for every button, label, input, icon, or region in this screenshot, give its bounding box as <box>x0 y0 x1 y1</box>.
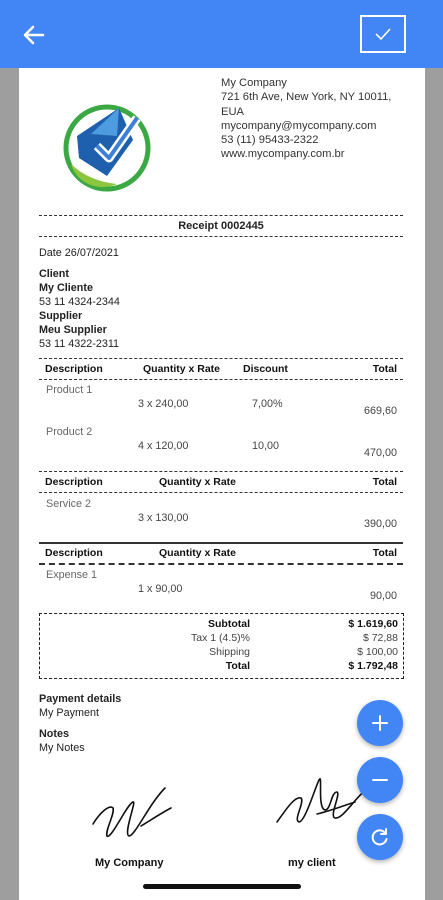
service-qty-rate: 3 x 130,00 <box>138 512 189 524</box>
client-signature-label: my client <box>288 857 336 869</box>
client-phone: 53 11 4324-2344 <box>39 296 120 308</box>
supplier-name: Meu Supplier <box>39 324 107 336</box>
total-value: $ 1.792,48 <box>348 660 398 672</box>
app-bar <box>0 0 443 68</box>
col-qty-rate: Quantity x Rate <box>143 363 221 375</box>
col-total: Total <box>372 363 397 375</box>
divider <box>39 215 403 216</box>
col-description: Description <box>45 547 103 559</box>
col-discount: Discount <box>243 363 288 375</box>
payment-details <box>39 692 121 720</box>
payment-value: My Payment <box>39 707 99 719</box>
confirm-button[interactable] <box>360 15 406 53</box>
notes-label: Notes <box>39 728 69 740</box>
divider <box>39 236 403 237</box>
expenses-header <box>39 547 403 559</box>
shipping-value: $ 100,00 <box>357 646 398 658</box>
company-address-line2: EUA <box>221 105 245 118</box>
col-total: Total <box>372 547 397 559</box>
total-label: Total <box>225 660 250 672</box>
col-qty-rate: Quantity x Rate <box>159 547 237 559</box>
home-indicator[interactable] <box>143 884 301 889</box>
tax-label: Tax 1 (4.5)% <box>191 632 250 644</box>
company-address-line1: 721 6th Ave, New York, NY 10011, <box>221 91 392 104</box>
party-info <box>39 267 120 351</box>
service-name: Service 2 <box>46 498 92 510</box>
notes-value: My Notes <box>39 742 85 754</box>
receipt-date: Date 26/07/2021 <box>39 247 119 259</box>
company-website: www.mycompany.com.br <box>221 148 345 161</box>
product-qty-rate: 4 x 120,00 <box>138 440 189 452</box>
service-total: 390,00 <box>363 518 397 530</box>
product-discount: 7,00% <box>252 398 283 410</box>
company-phone: 53 (11) 95433-2322 <box>221 134 319 147</box>
divider <box>39 358 403 359</box>
arrow-back-icon <box>23 25 45 45</box>
check-icon <box>374 27 392 41</box>
company-email: mycompany@mycompany.com <box>221 119 377 132</box>
payment-label: Payment details <box>39 693 122 705</box>
back-button[interactable] <box>14 17 54 53</box>
product-total: 470,00 <box>363 447 397 459</box>
supplier-phone: 53 11 4322-2311 <box>39 338 120 350</box>
product-discount: 10,00 <box>252 440 280 452</box>
receipt-title: Receipt 0002445 <box>178 220 264 232</box>
minus-icon <box>371 771 389 789</box>
zoom-in-button[interactable] <box>357 700 403 746</box>
expense-total: 90,00 <box>369 590 397 602</box>
company-signature-label: My Company <box>95 857 164 869</box>
subtotal-value: $ 1.619,60 <box>348 618 398 630</box>
company-logo <box>57 96 157 194</box>
divider <box>39 542 403 544</box>
product-total: 669,60 <box>363 405 397 417</box>
products-header <box>39 363 403 375</box>
plus-icon <box>371 714 389 732</box>
divider <box>39 471 403 472</box>
totals-box <box>39 613 404 679</box>
company-signature <box>89 780 179 842</box>
notes-section <box>39 727 85 755</box>
divider <box>39 492 403 493</box>
company-name: My Company <box>221 77 287 89</box>
product-name: Product 2 <box>46 426 93 438</box>
zoom-out-button[interactable] <box>357 757 403 803</box>
col-description: Description <box>45 363 103 375</box>
subtotal-label: Subtotal <box>208 618 250 630</box>
col-total: Total <box>372 476 397 488</box>
client-name: My Cliente <box>39 282 93 294</box>
company-info <box>221 76 421 162</box>
client-label: Client <box>39 268 69 280</box>
product-qty-rate: 3 x 240,00 <box>138 398 189 410</box>
expense-name: Expense 1 <box>46 569 98 581</box>
col-description: Description <box>45 476 103 488</box>
shipping-label: Shipping <box>209 646 250 658</box>
services-header <box>39 476 403 488</box>
col-qty-rate: Quantity x Rate <box>159 476 237 488</box>
expense-qty-rate: 1 x 90,00 <box>138 583 183 595</box>
refresh-icon <box>370 827 390 847</box>
supplier-label: Supplier <box>39 310 83 322</box>
divider <box>39 563 403 565</box>
rotate-button[interactable] <box>357 814 403 860</box>
tax-value: $ 72,88 <box>362 632 398 644</box>
product-name: Product 1 <box>46 384 93 396</box>
divider <box>39 379 403 380</box>
